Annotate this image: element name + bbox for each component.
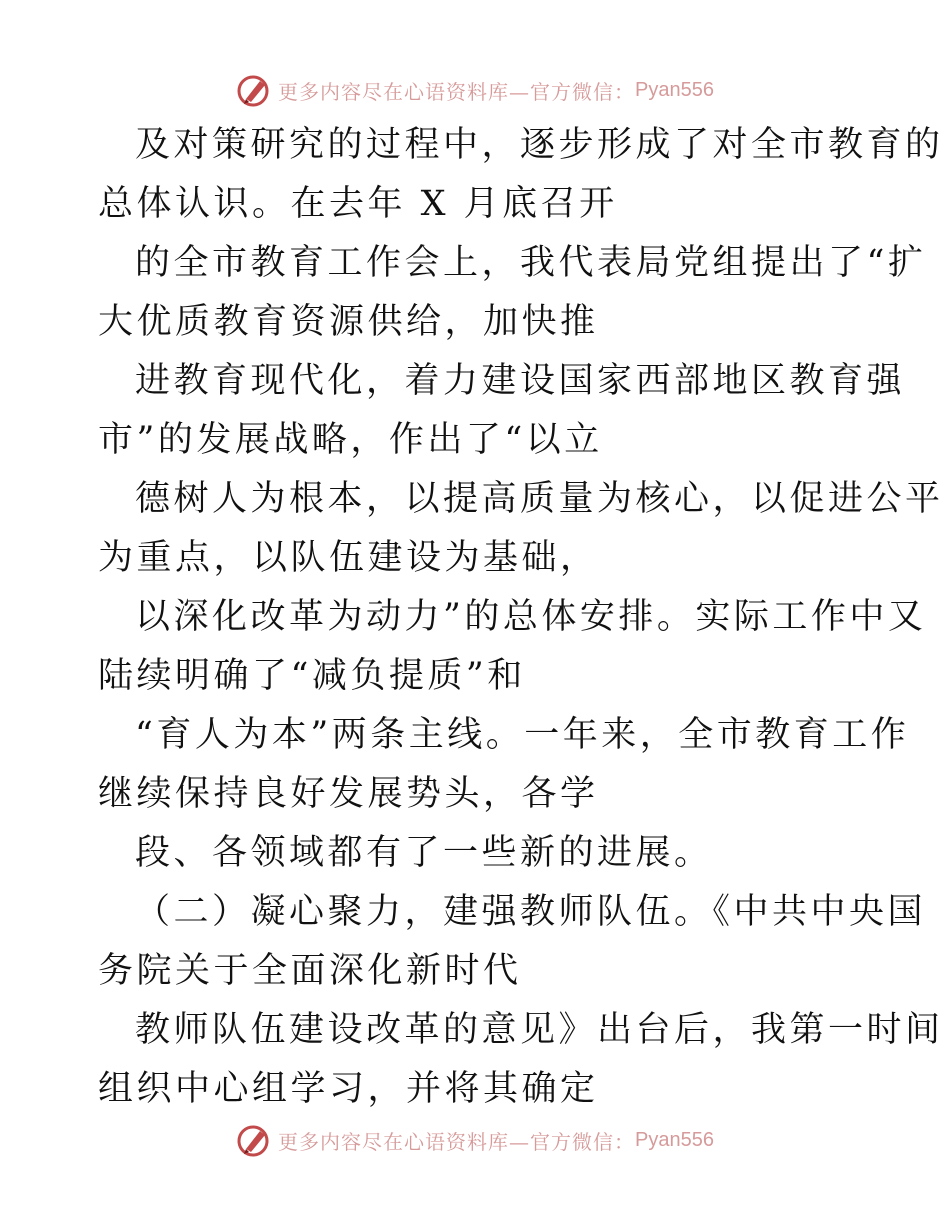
paragraph-line: 的全市教育工作会上，我代表局党组提出了“扩 — [135, 243, 927, 283]
paragraph-line: 为重点，以队伍建设为基础， — [98, 538, 599, 578]
paragraph-line: 段、各领域都有了一些新的进展。 — [135, 833, 713, 873]
section-heading-line: （二）凝心聚力，建强教师队伍。《中共中央国 — [135, 892, 927, 932]
paragraph-line: 继续保持良好发展势头，各学 — [98, 774, 599, 814]
paragraph-line: 以深化改革为动力”的总体安排。实际工作中又 — [135, 597, 927, 637]
banner-text: 更多内容尽在心语资料库— — [278, 79, 531, 104]
banner-wechat-id: Pyan556 — [635, 1128, 714, 1151]
paragraph-line: 教师队伍建设改革的意见》出台后，我第一时间 — [135, 1010, 944, 1050]
footer-watermark-banner — [0, 1120, 950, 1160]
paragraph-line: 陆续明确了“减负提质”和 — [98, 656, 526, 696]
banner-wechat-id: Pyan556 — [635, 78, 714, 101]
pen-logo-icon — [236, 1123, 272, 1157]
paragraph-line: 务院关于全面深化新时代 — [98, 951, 522, 991]
pen-logo-icon — [236, 73, 272, 107]
paragraph-line: 市”的发展战略，作出了“以立 — [98, 420, 603, 460]
banner-wechat-label: 官方微信： — [530, 79, 636, 104]
paragraph-line: 总体认识。在去年 X 月底召开 — [98, 184, 618, 224]
paragraph-line: 大优质教育资源供给，加快推 — [98, 302, 599, 342]
header-watermark-banner — [0, 70, 950, 110]
paragraph-line: 进教育现代化，着力建设国家西部地区教育强 — [135, 361, 906, 401]
paragraph-line: 及对策研究的过程中，逐步形成了对全市教育的 — [135, 125, 944, 165]
paragraph-line: 组织中心组学习，并将其确定 — [98, 1069, 599, 1109]
paragraph-line: “育人为本”两条主线。一年来，全市教育工作 — [135, 715, 910, 755]
banner-text: 更多内容尽在心语资料库— — [278, 1129, 531, 1154]
paragraph-line: 德树人为根本，以提高质量为核心，以促进公平 — [135, 479, 944, 519]
banner-wechat-label: 官方微信： — [530, 1129, 636, 1154]
